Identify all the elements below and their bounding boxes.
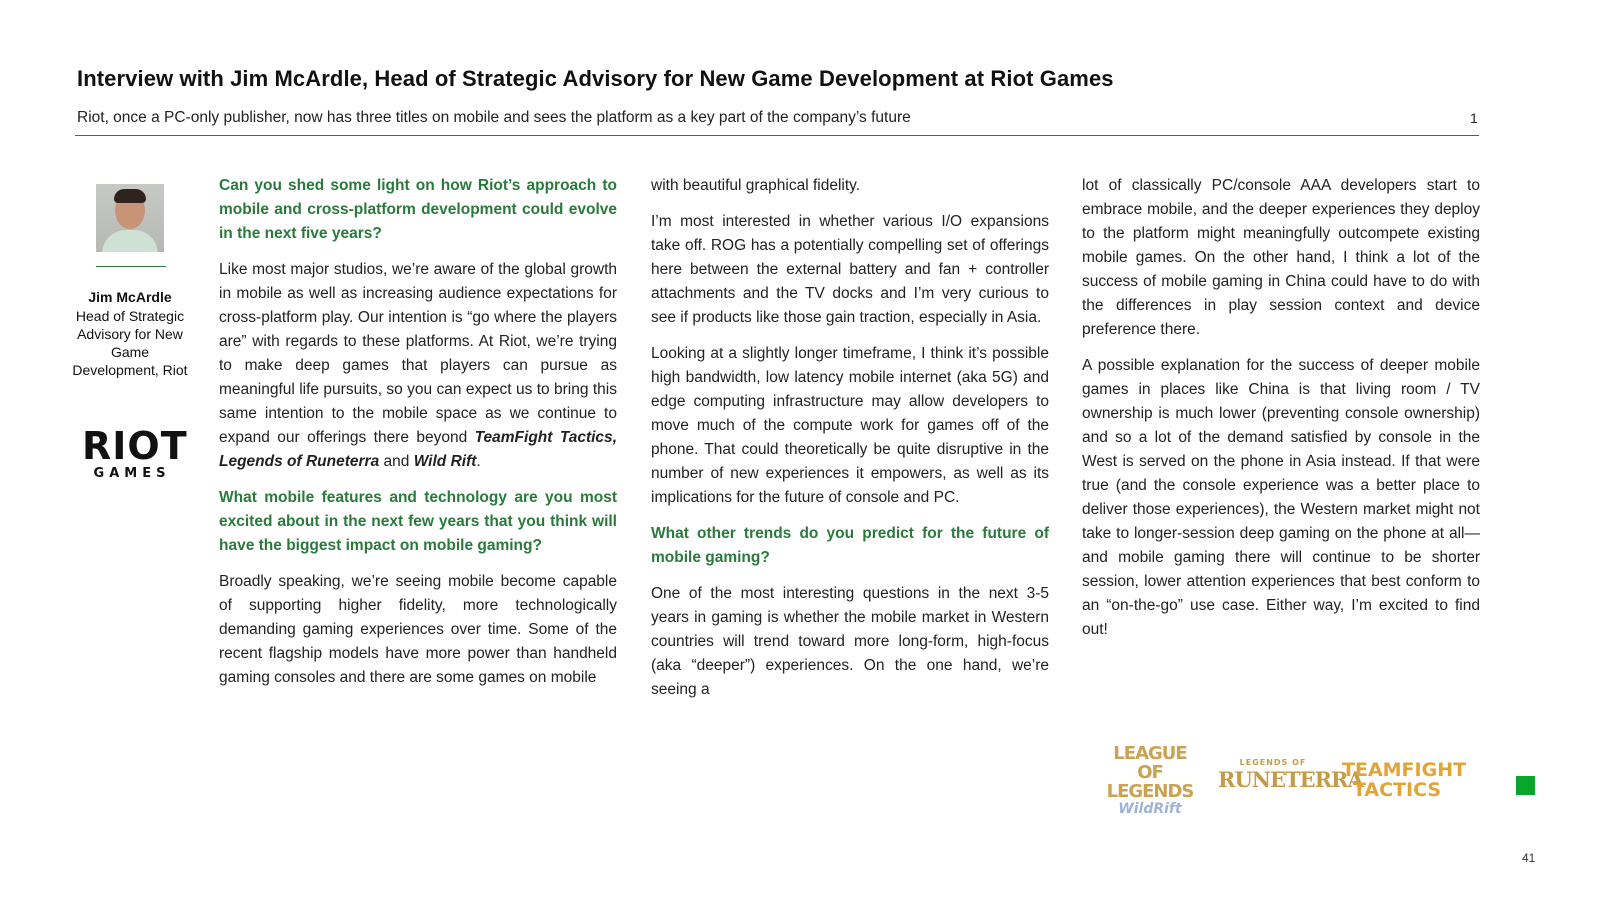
title-legends-of-runeterra: Legends of Runeterra [219,453,380,470]
question-2: What mobile features and technology are you most excited about in the next few years that you think will have the biggest impact on mobile gaming? [219,489,617,554]
tft-logo-line-1: TEAMFIGHT [1342,759,1467,781]
riot-games-logo [82,424,188,481]
slide-number: 1 [1470,110,1478,126]
riot-logo-word: RIOT [82,424,188,468]
lor-logo-line-2: RUNETERRA [1218,767,1363,792]
title-wild-rift: Wild Rift [413,453,477,470]
title-separator: , [612,429,617,446]
answer-2-part-2: with beautiful graphical fidelity. [651,177,861,194]
question-1: Can you shed some light on how Riot’s approach to mobile and cross-platform development could evolve in the next five years? [219,177,617,242]
answer-2-paragraph-3: Looking at a slightly longer timeframe, I think it’s possible high bandwidth, low latency mobile internet (aka 5G) and edge computing infrastructure may allow developers to move much of the compute work for games off of the phone. That could theoretically be quite disruptive in the number of new experiences it empowers, as well as its implications for the future of console and PC. [651,345,1049,506]
answer-3-paragraph-2: A possible explanation for the success of deeper mobile games in places like China is that living room / TV ownership is much lower (preventing console ownership) and so a lot of the demand satisfied by console in the West is served on the phone in Asia instead. If that were true (and the console experience was a better place to deliver those experiences), the Western market might not take to longer-session deep gaming on the phone at all—and mobile gaming there will continue to be shorter session, lower attention experiences that best conform to an “on-the-go” use case. Either way, I’m excited to find out! [1082,357,1480,638]
accent-square [1516,776,1535,795]
answer-1-text: Like most major studios, we’re aware of the global growth in mobile as well as increasing audience expectations for cross-platform play. Our intention is “go where the players are” with regards to these platforms. At Riot, we’re trying to make deep games that players can pursue as meaningful life pursuits, so you can expect us to bring this same intention to the mobile space as we continue to expand our offerings there beyond [219,261,617,446]
teamfight-tactics-logo [1342,759,1467,801]
profile-role: Head of Strategic Advisory for New Game Development, Riot [72,308,188,378]
tft-logo-line-2: TACTICS [1352,779,1442,801]
games-logo-word: GAMES [93,466,171,481]
profile-name: Jim McArdle [88,289,172,305]
league-of-legends-wild-rift-logo [1100,744,1200,817]
lol-logo-line-2: LEGENDS [1106,781,1194,802]
avatar-hair-shape [114,189,146,203]
page-title: Interview with Jim McArdle, Head of Strategic Advisory for New Game Development at Riot Games [77,66,1114,91]
question-3: What other trends do you predict for the future of mobile gaming? [651,525,1049,566]
answer-2-part-1: Broadly speaking, we’re seeing mobile become capable of supporting higher fidelity, more technologically demanding gaming experiences over time. Some of the recent flagship models have more power than handheld gaming consoles and there are some games on mobile [219,573,617,686]
lor-logo-line-1: LEGENDS OF [1239,758,1307,767]
page-subtitle: Riot, once a PC-only publisher, now has three titles on mobile and sees the platform as a key part of the company’s future [77,109,911,126]
text-column-2 [651,174,1049,714]
text-column-3 [1082,174,1480,654]
avatar [96,184,164,252]
answer-1 [219,258,617,474]
title-and: and [379,453,414,470]
legends-of-runeterra-logo [1218,758,1363,792]
profile-divider [96,266,166,267]
header-divider [75,135,1479,136]
avatar-body-shape [102,230,158,252]
answer-2-paragraph-2: I’m most interested in whether various I/O expansions take off. ROG has a potentially compelling set of offerings here between the external battery and fan + controller attachments and the TV docks and I’m very curious to see if products like those gain traction, especially in Asia. [651,213,1049,326]
answer-3-part-1: One of the most interesting questions in the next 3-5 years in gaming is whether the mobile market in Western countries will trend toward more long-form, high-focus (aka “deeper”) experiences. On the one hand, we’re seeing a [651,585,1049,698]
lol-logo-line-1: LEAGUE OF [1113,743,1187,783]
title-teamfight-tactics: TeamFight Tactics [474,429,613,446]
page-number: 41 [1522,851,1536,865]
lol-logo-line-3: WildRift [1118,801,1182,817]
text-column-1 [219,174,617,702]
answer-3-part-2: lot of classically PC/console AAA developers start to embrace mobile, and the deeper experiences they deploy to the platform might meaningfully outcompete existing mobile games. On the other hand, I think a lot of the success of mobile gaming in China could have to do with the differences in play session context and device preference there. [1082,177,1480,338]
answer-1-end: . [476,453,481,470]
